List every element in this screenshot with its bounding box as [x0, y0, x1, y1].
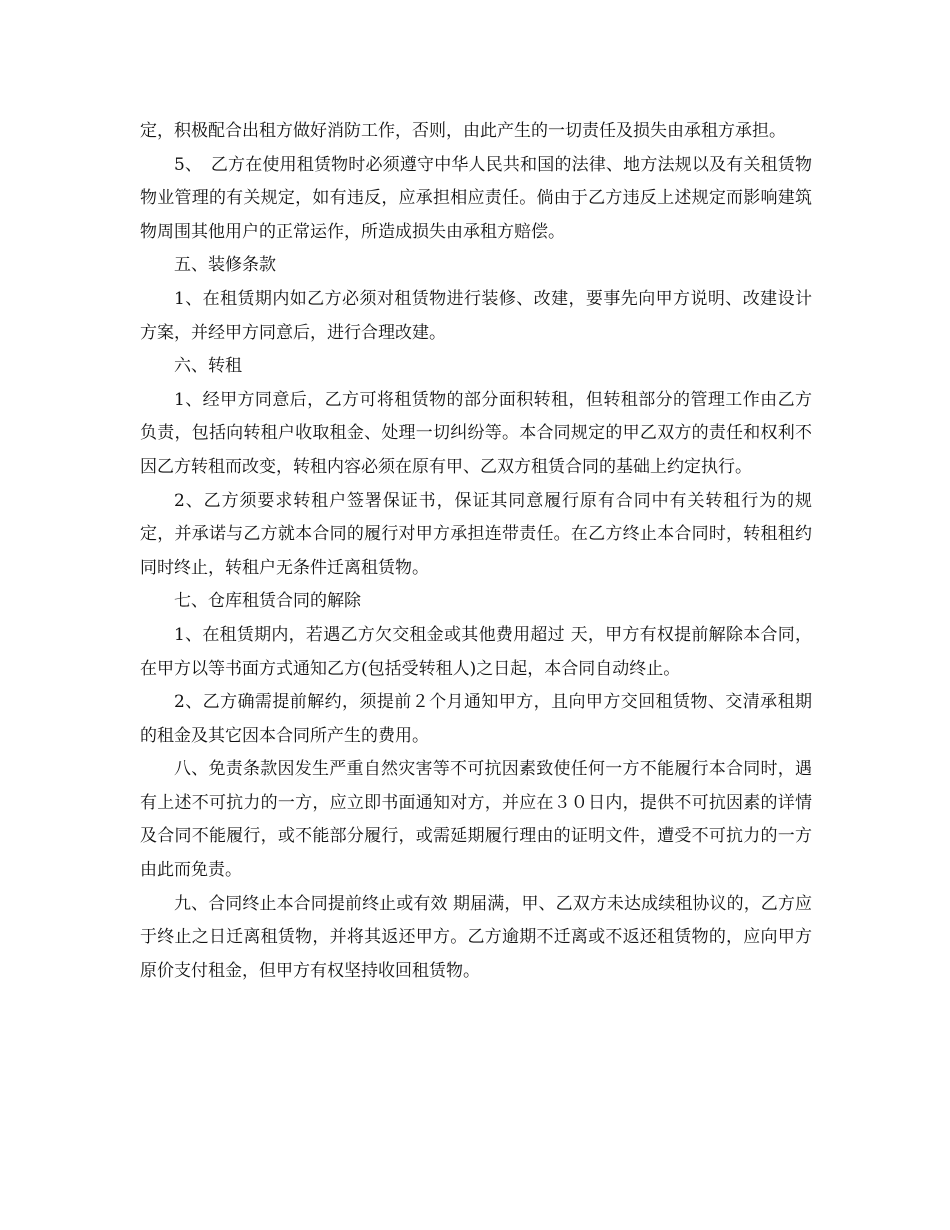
- paragraph-fire-safety-continued: 定，积极配合出租方做好消防工作，否则，由此产生的一切责任及损失由承租方承担。: [140, 121, 786, 141]
- paragraph-termination-1: 1、在租赁期内，若遇乙方欠交租金或其他费用超过 天，甲方有权提前解除本合同，在甲方以等书面方式通知乙方(包括受转租人)之日起，本合同自动终止。: [140, 624, 812, 679]
- paragraph-termination-2: 2、乙方确需提前解约，须提前２个月通知甲方，且向甲方交回租赁物、交清承租期的租金及其它因本合同所产生的费用。: [140, 692, 812, 746]
- paragraph-clause-5-laws: 5、 乙方在使用租赁物时必须遵守中华人民共和国的法律、地方法规以及有关租赁物物业管理的有关规定，如有违反，应承担相应责任。倘由于乙方违反上述规定而影响建筑物周围其他用户的正常运作，所造成损失由承租方赔偿。: [140, 154, 812, 242]
- section-heading-renovation: 五、装修条款: [174, 255, 276, 276]
- section-heading-sublease: 六、转租: [174, 356, 242, 377]
- document-page: [140, 115, 812, 988]
- paragraph-renovation-1: 1、在租赁期内如乙方必须对租赁物进行装修、改建，要事先向甲方说明、改建设计方案，并经甲方同意后，进行合理改建。: [140, 288, 812, 343]
- paragraph-force-majeure: 八、免责条款因发生严重自然灾害等不可抗因素致使任何一方不能履行本合同时，遇有上述不可抗力的一方，应立即书面通知对方，并应在３０日内，提供不可抗因素的详情及合同不能履行，或不能部分履行，或需延期履行理由的证明文件，遭受不可抗力的一方由此而免责。: [140, 759, 812, 881]
- section-heading-termination: 七、仓库租赁合同的解除: [174, 591, 361, 612]
- paragraph-sublease-1: 1、经甲方同意后，乙方可将租赁物的部分面积转租，但转租部分的管理工作由乙方负责，包括向转租户收取租金、处理一切纠纷等。本合同规定的甲乙双方的责任和权利不因乙方转租而改变，转租内容必须在原有甲、乙双方租赁合同的基础上约定执行。: [140, 389, 812, 477]
- paragraph-sublease-2: 2、乙方须要求转租户签署保证书，保证其同意履行原有合同中有关转租行为的规定，并承诺与乙方就本合同的履行对甲方承担连带责任。在乙方终止本合同时，转租租约同时终止，转租户无条件迁离租赁物。: [140, 490, 812, 578]
- paragraph-contract-end: 九、合同终止本合同提前终止或有效 期届满，甲、乙双方未达成续租协议的，乙方应于终止之日迁离租赁物，并将其返还甲方。乙方逾期不迁离或不返还租赁物的，应向甲方原价支付租金，但甲方有权坚持收回租赁物。: [140, 893, 812, 981]
